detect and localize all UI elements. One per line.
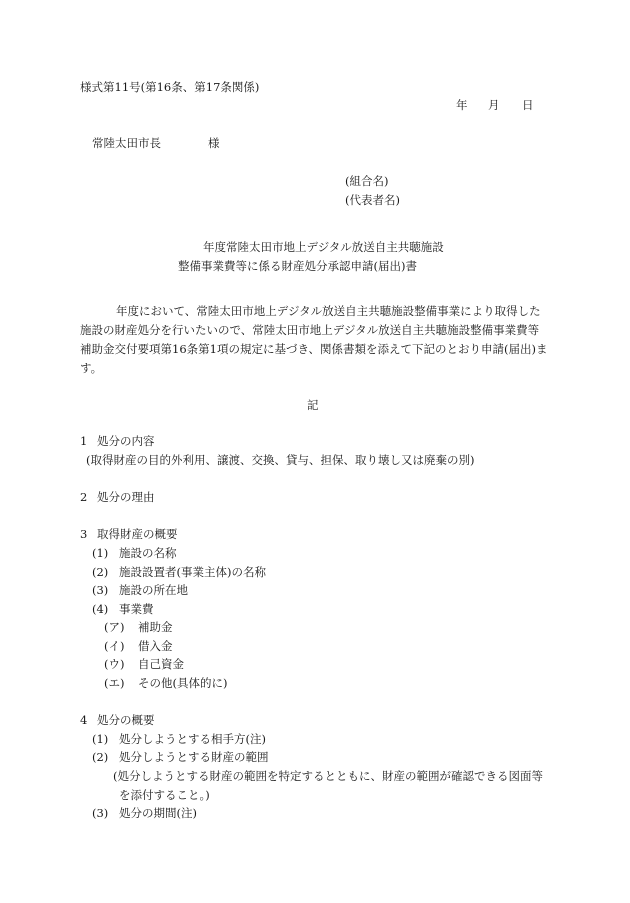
section-3-item-number: (3)	[92, 583, 109, 597]
section-1-note: (取得財産の目的外利用、譲渡、交換、貸与、担保、取り壊し又は廃棄の別)	[86, 453, 475, 467]
section-3-subitem-label: 借入金	[138, 639, 173, 653]
section-1-title: 処分の内容	[97, 434, 155, 448]
section-4-number: 4	[80, 713, 88, 727]
ki-heading: 記	[307, 398, 319, 412]
date-month: 月	[488, 98, 500, 112]
section-4-note-line-2: を添付すること。)	[119, 788, 210, 802]
section-3-item-label: 施設設置者(事業主体)の名称	[119, 565, 266, 579]
section-3-subitem-label: 自己資金	[138, 657, 184, 671]
section-3-item-label: 施設の所在地	[119, 583, 188, 597]
section-3-number: 3	[80, 527, 88, 541]
title-line-1: 年度常陸太田市地上デジタル放送自主共聴施設	[203, 240, 444, 254]
body-paragraph	[80, 302, 550, 378]
section-3-item-label: 施設の名称	[119, 546, 177, 560]
section-3-subitem-number: (エ)	[104, 676, 125, 690]
section-4-item-number: (1)	[92, 732, 109, 746]
section-1-number: 1	[80, 434, 88, 448]
title-line-2: 整備事業費等に係る財産処分承認申請(届出)書	[178, 259, 417, 273]
form-number: 様式第11号(第16条、第17条関係)	[80, 80, 260, 94]
section-3-item-number: (1)	[92, 546, 109, 560]
section-3-subitem-label: 補助金	[138, 620, 173, 634]
body-text: 年度において、常陸太田市地上デジタル放送自主共聴施設整備事業により取得した施設の財産処分を行いたいので、常陸太田市地上デジタル放送自主共聴施設整備事業費等補助金交付要項第16条第1項の規定に基づき、関係書類を添えて下記のとおり申請(届出)ます。	[80, 304, 548, 375]
section-4-item-label: 処分の期間(注)	[119, 806, 197, 820]
section-3-subitem-number: (ア)	[104, 620, 125, 634]
section-3-subitem-number: (イ)	[104, 639, 125, 653]
date-year: 年	[456, 98, 468, 112]
section-3-item-label: 事業費	[119, 602, 154, 616]
date-day: 日	[522, 98, 534, 112]
section-3-subitem-label: その他(具体的に)	[138, 676, 228, 690]
section-4-item-number: (3)	[92, 806, 109, 820]
section-2-title: 処分の理由	[97, 490, 155, 504]
section-4-item-number: (2)	[92, 750, 109, 764]
representative-name-label: (代表者名)	[345, 193, 400, 207]
section-4-item-label: 処分しようとする相手方(注)	[119, 732, 266, 746]
section-4-item-label: 処分しようとする財産の範囲	[119, 750, 269, 764]
addressee-name: 常陸太田市長	[92, 136, 161, 150]
section-4-note-line-1: (処分しようとする財産の範囲を特定するとともに、財産の範囲が確認できる図面等	[113, 769, 543, 783]
section-3-subitem-number: (ウ)	[104, 657, 125, 671]
section-3-item-number: (2)	[92, 565, 109, 579]
section-4-title: 処分の概要	[97, 713, 155, 727]
section-3-title: 取得財産の概要	[97, 527, 178, 541]
section-3-item-number: (4)	[92, 602, 109, 616]
union-name-label: (組合名)	[345, 174, 389, 188]
section-2-number: 2	[80, 490, 88, 504]
addressee-honorific: 様	[208, 136, 220, 150]
